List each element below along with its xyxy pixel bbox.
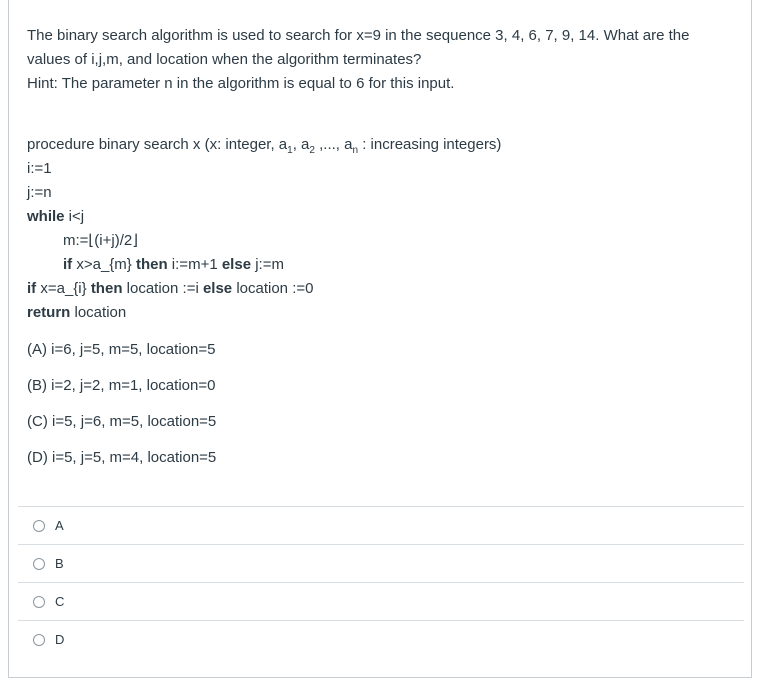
question-card	[8, 0, 752, 678]
choice-list	[27, 338, 216, 482]
question-line-1: The binary search algorithm is used to search for x=9 in the sequence 3, 4, 6, 7, 9, 14. What are the	[27, 27, 690, 44]
algorithm-line-init-j: j:=n	[27, 184, 52, 201]
radio-button-icon[interactable]	[33, 634, 45, 646]
algorithm-line-init-i: i:=1	[27, 160, 52, 177]
answer-label-b: B	[55, 556, 64, 571]
question-line-2: values of i,j,m, and location when the algorithm terminates?	[27, 51, 422, 68]
radio-button-icon[interactable]	[33, 596, 45, 608]
answer-label-c: C	[55, 594, 65, 609]
algorithm-header: procedure binary search x (x: integer, $a_1$, $a_2$ ,..., $a_n$ : increasing integers)	[27, 136, 502, 156]
algorithm-line-if-outer: if x=a_{i} then location :=i else location :=0	[27, 280, 314, 297]
answer-options	[18, 506, 744, 658]
question-hint: Hint: The parameter n in the algorithm is equal to 6 for this input.	[27, 75, 455, 92]
choice-a-text: (A) i=6, j=5, m=5, location=5	[27, 341, 216, 358]
choice-b-text: (B) i=2, j=2, m=1, location=0	[27, 377, 216, 394]
answer-option-a[interactable]	[18, 506, 744, 544]
algorithm-line-while: while i<j	[27, 208, 85, 225]
answer-label-a: A	[55, 518, 64, 533]
answer-label-d: D	[55, 632, 65, 647]
answer-option-b[interactable]	[18, 544, 744, 582]
radio-button-icon[interactable]	[33, 520, 45, 532]
algorithm-line-if-inner: if x>a_{m} then i:=m+1 else j:=m	[63, 256, 284, 273]
algorithm-block	[27, 133, 501, 325]
question-text	[27, 24, 727, 96]
choice-d-text: (D) i=5, j=5, m=4, location=5	[27, 449, 217, 466]
answer-option-c[interactable]	[18, 582, 744, 620]
radio-button-icon[interactable]	[33, 558, 45, 570]
algorithm-line-return: return location	[27, 304, 127, 321]
answer-option-d[interactable]	[18, 620, 744, 658]
choice-c-text: (C) i=5, j=6, m=5, location=5	[27, 413, 217, 430]
algorithm-line-assign-m: m:=⌊(i+j)/2⌋	[63, 232, 139, 249]
